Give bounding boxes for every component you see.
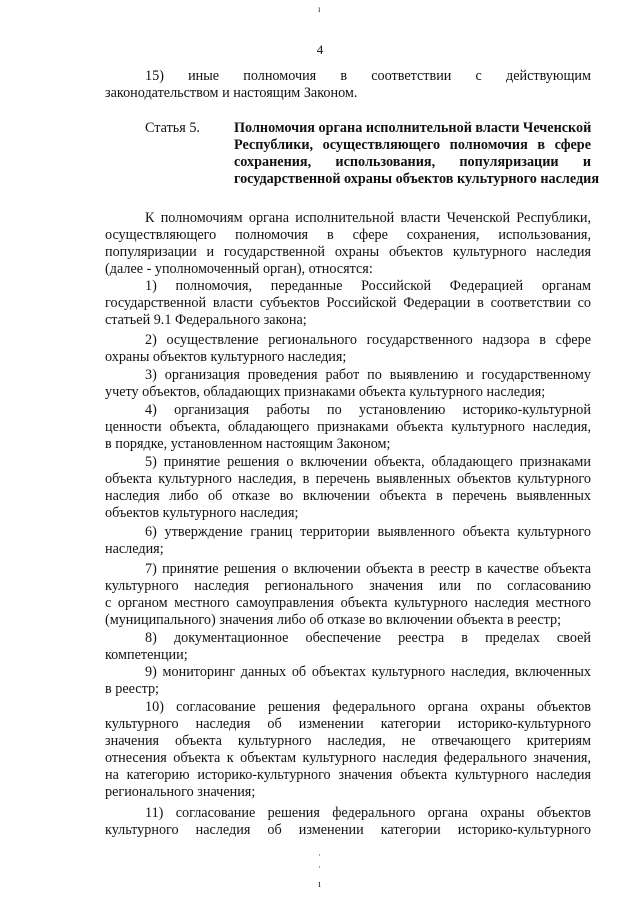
body-line: осуществляющего полномочия в сфере сохранения, использования, (105, 227, 591, 243)
article-title (234, 120, 600, 188)
scan-mark-top: ı (318, 4, 321, 14)
article-title-line-2: Республики, осуществляющего полномочия в сфере (234, 137, 591, 153)
page-number: 4 (316, 42, 324, 57)
body-line: в порядке, установленном настоящим Законом; (105, 436, 391, 452)
body-line: популяризации и государственной охраны объектов культурного наследия (105, 244, 591, 260)
body-line: наследия либо об отказе во включении объекта в перечень выявленных (105, 488, 591, 504)
body-line: значения объекта культурного наследия, не отвечающего критериям (105, 733, 591, 749)
body-line: 9) мониторинг данных об объектах культурного наследия, включенных (145, 664, 591, 680)
article-label: Статья 5. (145, 120, 200, 136)
article-title-line-3: сохранения, использования, популяризации и (234, 154, 591, 170)
body-line: 5) принятие решения о включении объекта, обладающего признаками (145, 454, 591, 470)
body-line: 1) полномочия, переданные Российской Федерацией органам (145, 278, 591, 294)
body-line: 4) организация работы по установлению историко-культурной (145, 402, 591, 418)
body-line: в реестр; (105, 681, 159, 697)
item-15-line-2: законодательством и настоящим Законом. (105, 85, 358, 101)
body-line: наследия; (105, 541, 164, 557)
body-line: регионального значения; (105, 784, 256, 800)
body-line: компетенции; (105, 647, 188, 663)
scan-mark-bottom-1: · (318, 850, 321, 860)
body-line: культурного наследия об изменении категории историко-культурного (105, 716, 591, 732)
body-line: 7) принятие решения о включении объекта в реестр в качестве объекта (145, 561, 591, 577)
body-line: на категорию историко-культурного значения объекта культурного наследия (105, 767, 591, 783)
body-line: 8) документационное обеспечение реестра в пределах своей (145, 630, 591, 646)
scan-mark-bottom-3: ı (318, 878, 322, 890)
scan-mark-bottom-2: · (318, 862, 321, 872)
body-line: охраны объектов культурного наследия; (105, 349, 347, 365)
item-15-line-1: 15) иные полномочия в соответствии с действующим (145, 68, 591, 84)
body-line: статьей 9.1 Федерального закона; (105, 312, 307, 328)
body-line: государственной власти субъектов Российской Федерации в соответствии со (105, 295, 591, 311)
body-line: (далее - уполномоченный орган), относятся: (105, 261, 373, 277)
body-line: 2) осуществление регионального государственного надзора в сфере (145, 332, 591, 348)
body-line: К полномочиям органа исполнительной власти Чеченской Республики, (145, 210, 591, 226)
body-line: ценности объекта, обладающего признаками объекта культурного наследия, (105, 419, 591, 435)
body-line: культурного наследия об изменении категории историко-культурного (105, 822, 591, 838)
body-line: 10) согласование решения федерального органа охраны объектов (145, 699, 591, 715)
article-title-line-1: Полномочия органа исполнительной власти Чеченской (234, 120, 592, 136)
body-line: объектов культурного наследия; (105, 505, 299, 521)
article-title-line-4: государственной охраны объектов культурного наследия (234, 171, 600, 187)
body-line: отнесения объекта к объектам культурного наследия федерального значения, (105, 750, 591, 766)
body-line: 3) организация проведения работ по выявлению и государственному (145, 367, 591, 383)
body-line: 6) утверждение границ территории выявленного объекта культурного (145, 524, 591, 540)
body-line: объекта культурного наследия, в перечень выявленных объектов культурного (105, 471, 591, 487)
body-line: с органом местного самоуправления объекта культурного наследия местного (105, 595, 591, 611)
body-line: культурного наследия регионального значения или по согласованию (105, 578, 591, 594)
body-line: учету объектов, обладающих признаками объекта культурного наследия; (105, 384, 546, 400)
body-line: (муниципального) значения либо об отказе во включении объекта в реестр; (105, 612, 562, 628)
body-line: 11) согласование решения федерального органа охраны объектов (145, 805, 591, 821)
